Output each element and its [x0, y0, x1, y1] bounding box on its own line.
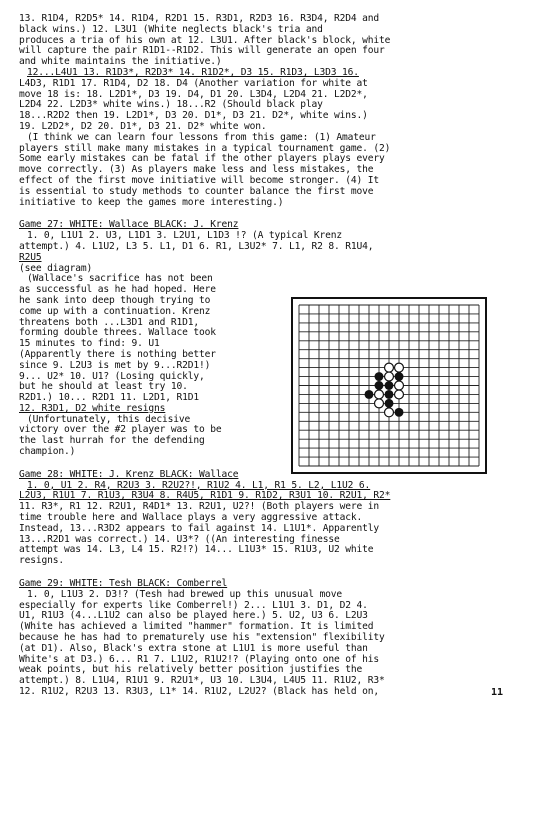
white-stone [385, 408, 394, 417]
text-line: 1. 0, U1 2. R4, R2U3 3. R2U2?!, R1U2 4. L1, R1 5. L2, L1U2 6. [27, 479, 371, 491]
text-line: black wins.) 12. L3U1 (White neglects black's tria and [19, 23, 323, 35]
text-line: as successful as he had hoped. Here [19, 284, 216, 296]
text-line: victory over the #2 player was to be [19, 424, 222, 436]
black-stone [385, 390, 394, 399]
text-line: (I think we can learn four lessons from this game: (1) Amateur [27, 131, 376, 143]
black-stone [375, 381, 384, 390]
text-line: move correctly. (3) As players make less and less mistakes, the [19, 164, 374, 176]
white-stone [385, 363, 394, 372]
text-line: 1. 0, L1U3 2. D3!? (Tesh had brewed up this unusual move [27, 588, 343, 600]
text-line: attempt.) 8. L1U4, R1U1 9. R2U1*, U3 10. L3U4, L4U5 11. R1U2, R3* [19, 675, 385, 687]
text-line: but he should at least try 10. [19, 381, 188, 393]
white-stone [375, 399, 384, 408]
text-line: (at D1). Also, Black's extra stone at L1U1 is more useful than [19, 642, 368, 654]
text-line: 13. R1D4, R2D5* 14. R1D4, R2D1 15. R3D1, R2D3 16. R3D4, R2D4 and [19, 13, 380, 24]
text-line: effect of the first move initiative will become stronger. (4) It [19, 174, 380, 186]
text-line: 12...L4U1 13. R1D3*, R2D3* 14. R1D2*, D3 15. R1D3, L3D3 16. [27, 66, 359, 78]
text-line: will capture the pair R1D1--R1D2. This will generate an open four [19, 45, 385, 57]
text-line: (see diagram) [19, 262, 93, 274]
text-line: 9... U2* 10. U1? (Losing quickly, [19, 370, 205, 382]
black-stone [385, 381, 394, 390]
white-stone [395, 381, 404, 390]
text-line: he sank into deep though trying to [19, 294, 211, 306]
text-line: L4D3, R1D1 17. R1D4, D2 18. D4 (Another variation for white at [19, 77, 368, 89]
text-line: resigns. [19, 555, 65, 567]
black-stone [395, 408, 404, 417]
text-line: White's at D3.) 6... R1 7. L1U2, R1U2!? (Playing onto one of his [19, 653, 380, 665]
text-line: 13...R2D1 was correct.) 14. U3*? ((An interesting finesse [19, 533, 340, 545]
text-line: time trouble here and Wallace plays a very aggressive attack. [19, 512, 363, 524]
text-line: the last hurrah for the defending [19, 435, 205, 447]
text-line: (Apparently there is nothing better [19, 348, 216, 360]
white-stone [395, 390, 404, 399]
text-line: is essential to study methods to counter balance the first move [19, 185, 374, 197]
text-line: L2D4 22. L2D3* white wins.) 18...R2 (Should black play [19, 99, 323, 111]
text-line: Instead, 13...R3D2 appears to fail against 14. L1U1*. Apparently [19, 522, 380, 534]
white-stone [385, 372, 394, 381]
game-28-title: Game 28: WHITE: J. Krenz BLACK: Wallace [19, 468, 239, 480]
text-line: attempt.) 4. L1U2, L3 5. L1, D1 6. R1, L3U2* 7. L1, R2 8. R1U4, [19, 240, 374, 252]
text-line: forming double threes. Wallace took [19, 327, 216, 339]
game-27-title: Game 27: WHITE: Wallace BLACK: J. Krenz [19, 219, 239, 231]
text-line: (Wallace's sacrifice has not been [27, 273, 213, 285]
text-line: R2D1.) 10... R2D1 11. L2D1, R1D1 [19, 392, 200, 404]
text-line: R2U5 [19, 251, 42, 263]
text-line: produces a tria of his own at 12. L3U1. After black's block, white [19, 34, 391, 46]
text-line: since 9. L2U3 is met by 9...R2D1!) [19, 359, 211, 371]
text-line: (Unfortunately, this decisive [27, 413, 191, 425]
text-line: U1, R1U3 (4...L1U2 can also be played here.) 5. U2, U3 6. L2U3 [19, 610, 368, 622]
black-stone [385, 399, 394, 408]
white-stone [375, 390, 384, 399]
text-line: 19. L2D2*, D2 20. D1*, D3 21. D2* white won. [19, 120, 267, 132]
text-line: attempt was 14. L3, L4 15. R2!?) 14... L1U3* 15. R1U3, U2 white [19, 544, 374, 556]
game-29-title: Game 29: WHITE: Tesh BLACK: Comberrel [19, 578, 228, 590]
text-line: and white maintains the initiative.) [19, 56, 222, 68]
text-line: champion.) [19, 446, 76, 458]
black-stone [375, 372, 384, 381]
text-line: threatens both ...L3D1 and R1D1, [19, 316, 200, 328]
black-stone [365, 390, 374, 399]
text-line: 1. 0, L1U1 2. U3, L1D1 3. L2U1, L1D3 !? (A typical Krenz [27, 230, 343, 242]
text-line: L2U3, R1U1 7. R1U3, R3U4 8. R4U5, R1D1 9. R1D2, R3U1 10. R2U1, R2* [19, 490, 391, 502]
text-line: Some early mistakes can be fatal if the other players plays every [19, 153, 385, 165]
text-line: players still make many mistakes in a typical tournament game. (2) [19, 142, 391, 154]
text-line: 12. R1U2, R2U3 13. R3U3, L1* 14. R1U2, L2U2? (Black has held on, [19, 686, 380, 698]
pente-board-diagram [291, 297, 487, 474]
white-stone [395, 363, 404, 372]
text-line: because he has had to prematurely use his "extension" flexibility [19, 632, 385, 644]
text-line: weak points, but his relatively better position justifies the [19, 664, 363, 676]
text-line: 12. R3D1, D2 white resigns [19, 402, 166, 414]
text-line: 11. R3*, R1 12. R2U1, R4D1* 13. R2U1, U2?! (Both players were in [19, 501, 380, 513]
text-line: come up with a continuation. Krenz [19, 305, 211, 317]
text-line: 18...R2D2 then 19. L2D1*, D3 20. D1*, D3 21. D2*, white wins.) [19, 110, 368, 122]
text-line: (White has achieved a limited "hammer" formation. It is limited [19, 621, 374, 633]
black-stone [395, 372, 404, 381]
text-line: initiative to keep the games more interesting.) [19, 196, 284, 208]
text-line: move 18 is: 18. L2D1*, D3 19. D4, D1 20. L3D4, L2D4 21. L2D2*, [19, 88, 368, 100]
text-line: especially for experts like Comberrel!) 2... L1U1 3. D1, D2 4. [19, 599, 368, 611]
page-number: 11 [490, 687, 503, 699]
text-line: 15 minutes to find: 9. U1 [19, 338, 160, 350]
